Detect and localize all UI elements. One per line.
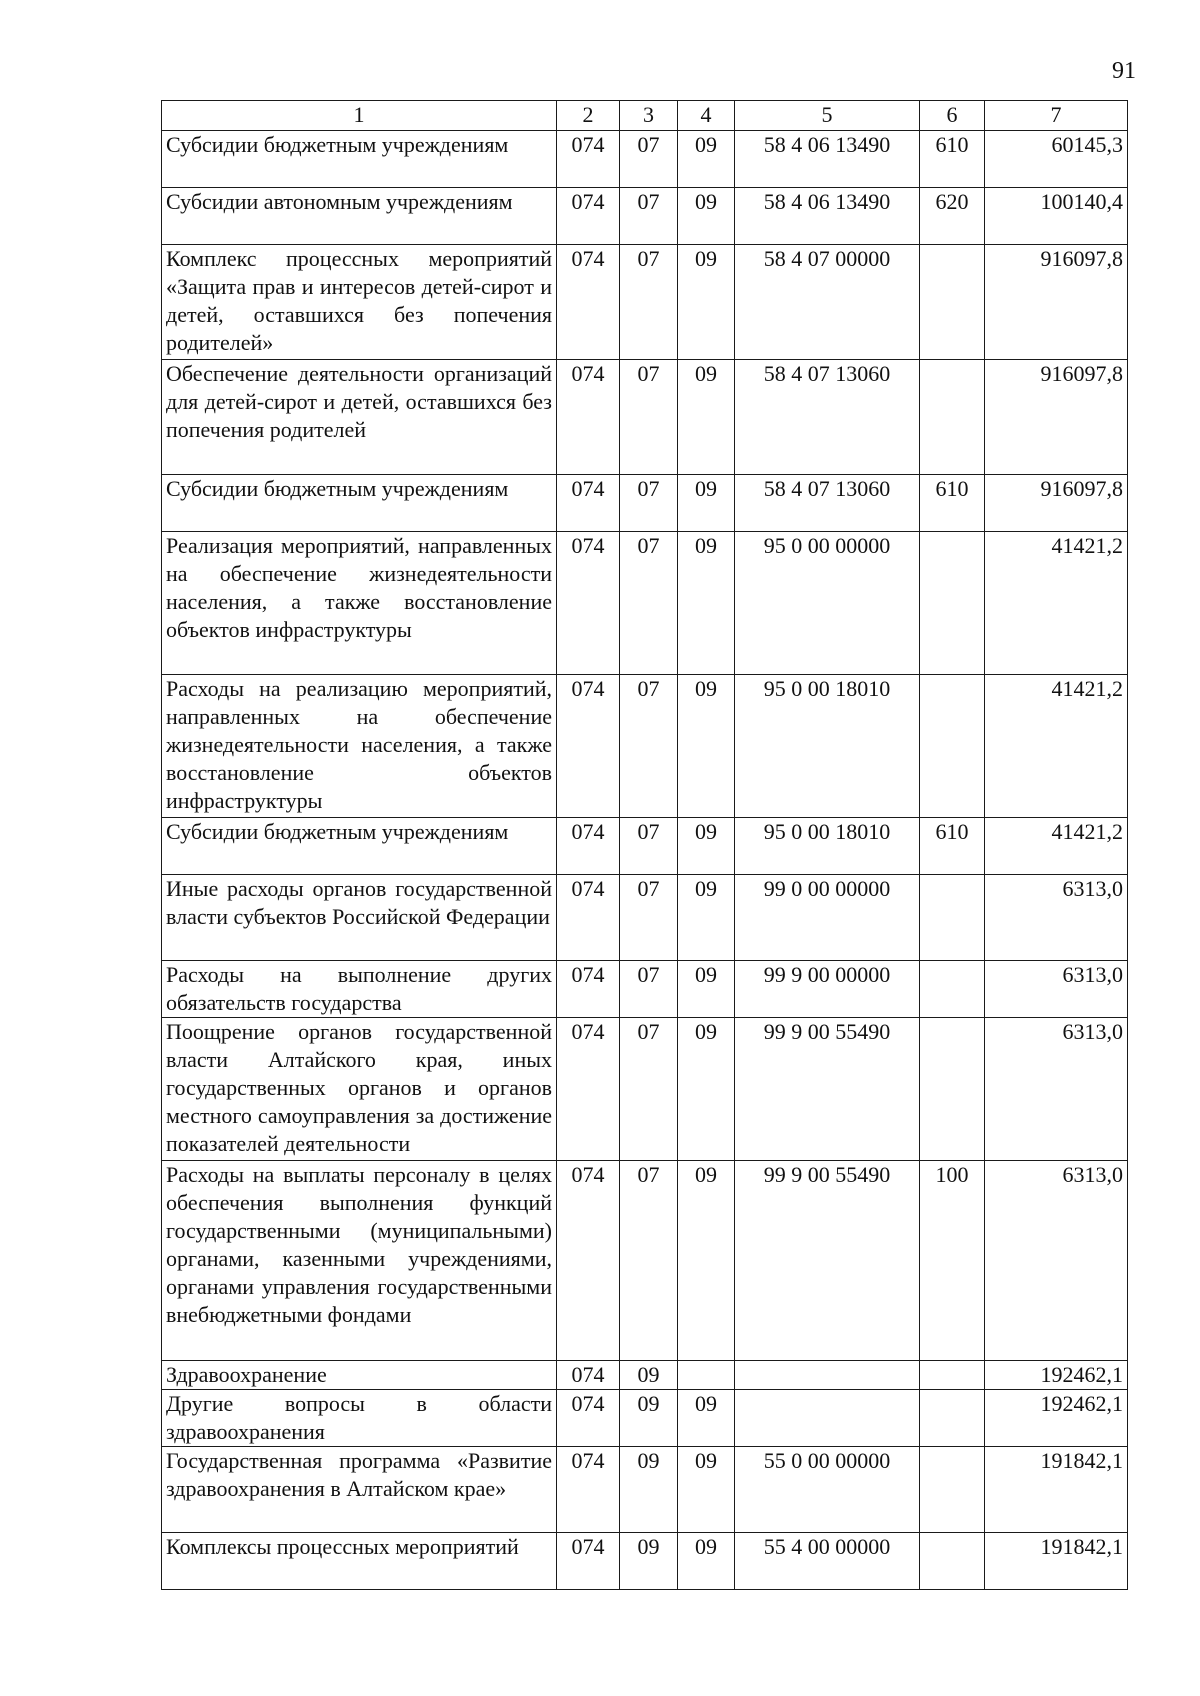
subsection-code: 09 (678, 675, 735, 818)
admin-code: 074 (557, 675, 620, 818)
table-row (162, 360, 1128, 475)
admin-code: 074 (557, 532, 620, 675)
target-code: 95 0 00 00000 (735, 532, 920, 675)
section-code: 09 (620, 1533, 678, 1590)
section-code: 07 (620, 475, 678, 532)
section-code: 07 (620, 1018, 678, 1161)
admin-code: 074 (557, 818, 620, 875)
admin-code: 074 (557, 475, 620, 532)
subsection-code: 09 (678, 961, 735, 1018)
section-code: 07 (620, 131, 678, 188)
section-code: 09 (620, 1447, 678, 1533)
expense-name: Здравоохранение (162, 1361, 557, 1390)
amount: 916097,8 (985, 360, 1128, 475)
admin-code: 074 (557, 1361, 620, 1390)
expense-name: Расходы на реализацию мероприятий, направленных на обеспечение жизнедеятельности населения, а также восстановление объектов инфраструктуры (162, 675, 557, 818)
subsection-code: 09 (678, 245, 735, 360)
table-row (162, 875, 1128, 961)
expense-type-code (920, 1390, 985, 1447)
column-header: 3 (620, 101, 678, 131)
column-header: 5 (735, 101, 920, 131)
expense-type-code (920, 875, 985, 961)
amount: 6313,0 (985, 1018, 1128, 1161)
table-row (162, 1390, 1128, 1447)
admin-code: 074 (557, 1533, 620, 1590)
expense-name: Другие вопросы в области здравоохранения (162, 1390, 557, 1447)
column-header: 1 (162, 101, 557, 131)
subsection-code: 09 (678, 1447, 735, 1533)
expense-type-code: 620 (920, 188, 985, 245)
subsection-code: 09 (678, 131, 735, 188)
amount: 41421,2 (985, 818, 1128, 875)
admin-code: 074 (557, 961, 620, 1018)
section-code: 07 (620, 875, 678, 961)
target-code: 99 9 00 55490 (735, 1161, 920, 1361)
expense-type-code (920, 532, 985, 675)
section-code: 07 (620, 1161, 678, 1361)
expense-name: Расходы на выплаты персоналу в целях обеспечения выполнения функций государственными (муниципальными) органами, казенными учреждениями, органами управления государственными внебюджетными фондами (162, 1161, 557, 1361)
expense-name: Субсидии автономным учреждениям (162, 188, 557, 245)
amount: 916097,8 (985, 245, 1128, 360)
expense-name: Расходы на выполнение других обязательств государства (162, 961, 557, 1018)
expense-type-code: 610 (920, 475, 985, 532)
expense-type-code (920, 675, 985, 818)
amount: 6313,0 (985, 875, 1128, 961)
subsection-code: 09 (678, 360, 735, 475)
table-row (162, 188, 1128, 245)
column-header: 7 (985, 101, 1128, 131)
admin-code: 074 (557, 245, 620, 360)
table-row (162, 1361, 1128, 1390)
expense-name: Субсидии бюджетным учреждениям (162, 131, 557, 188)
admin-code: 074 (557, 875, 620, 961)
expense-name: Реализация мероприятий, направленных на обеспечение жизнедеятельности населения, а также восстановление объектов инфраструктуры (162, 532, 557, 675)
admin-code: 074 (557, 131, 620, 188)
page-number: 91 (1112, 58, 1136, 84)
amount: 6313,0 (985, 1161, 1128, 1361)
expense-name: Государственная программа «Развитие здравоохранения в Алтайском крае» (162, 1447, 557, 1533)
expense-type-code (920, 1533, 985, 1590)
subsection-code (678, 1361, 735, 1390)
admin-code: 074 (557, 1161, 620, 1361)
section-code: 09 (620, 1390, 678, 1447)
target-code: 95 0 00 18010 (735, 675, 920, 818)
target-code: 58 4 06 13490 (735, 188, 920, 245)
target-code: 58 4 06 13490 (735, 131, 920, 188)
amount: 100140,4 (985, 188, 1128, 245)
expense-name: Иные расходы органов государственной власти субъектов Российской Федерации (162, 875, 557, 961)
target-code (735, 1390, 920, 1447)
subsection-code: 09 (678, 1390, 735, 1447)
subsection-code: 09 (678, 1533, 735, 1590)
expense-type-code: 610 (920, 131, 985, 188)
target-code: 95 0 00 18010 (735, 818, 920, 875)
table-row (162, 1447, 1128, 1533)
amount: 916097,8 (985, 475, 1128, 532)
amount: 41421,2 (985, 532, 1128, 675)
table-row (162, 475, 1128, 532)
admin-code: 074 (557, 1018, 620, 1161)
subsection-code: 09 (678, 818, 735, 875)
section-code: 07 (620, 818, 678, 875)
target-code: 99 9 00 55490 (735, 1018, 920, 1161)
section-code: 07 (620, 245, 678, 360)
target-code: 99 0 00 00000 (735, 875, 920, 961)
target-code: 58 4 07 00000 (735, 245, 920, 360)
expense-type-code (920, 1018, 985, 1161)
column-header: 4 (678, 101, 735, 131)
expense-type-code: 100 (920, 1161, 985, 1361)
section-code: 07 (620, 188, 678, 245)
header-row (162, 101, 1128, 131)
admin-code: 074 (557, 1447, 620, 1533)
amount: 191842,1 (985, 1533, 1128, 1590)
expense-name: Субсидии бюджетным учреждениям (162, 475, 557, 532)
subsection-code: 09 (678, 475, 735, 532)
amount: 192462,1 (985, 1390, 1128, 1447)
subsection-code: 09 (678, 532, 735, 675)
section-code: 07 (620, 961, 678, 1018)
expense-name: Поощрение органов государственной власти Алтайского края, иных государственных органов и органов местного самоуправления за достижение показателей деятельности (162, 1018, 557, 1161)
target-code: 99 9 00 00000 (735, 961, 920, 1018)
section-code: 07 (620, 360, 678, 475)
table-row (162, 961, 1128, 1018)
table-row (162, 1161, 1128, 1361)
target-code (735, 1361, 920, 1390)
subsection-code: 09 (678, 875, 735, 961)
target-code: 58 4 07 13060 (735, 360, 920, 475)
admin-code: 074 (557, 188, 620, 245)
target-code: 55 0 00 00000 (735, 1447, 920, 1533)
table-row (162, 245, 1128, 360)
amount: 60145,3 (985, 131, 1128, 188)
table-row (162, 818, 1128, 875)
table-row (162, 675, 1128, 818)
subsection-code: 09 (678, 1161, 735, 1361)
target-code: 58 4 07 13060 (735, 475, 920, 532)
section-code: 07 (620, 532, 678, 675)
expense-type-code (920, 360, 985, 475)
expense-type-code (920, 1447, 985, 1533)
amount: 192462,1 (985, 1361, 1128, 1390)
column-header: 2 (557, 101, 620, 131)
table-row (162, 1018, 1128, 1161)
expense-type-code (920, 961, 985, 1018)
expense-type-code (920, 1361, 985, 1390)
admin-code: 074 (557, 360, 620, 475)
budget-table (161, 100, 1128, 1590)
amount: 41421,2 (985, 675, 1128, 818)
admin-code: 074 (557, 1390, 620, 1447)
expense-name: Субсидии бюджетным учреждениям (162, 818, 557, 875)
expense-name: Комплекс процессных мероприятий «Защита прав и интересов детей-сирот и детей, оставшихся без попечения родителей» (162, 245, 557, 360)
table-row (162, 131, 1128, 188)
expense-type-code: 610 (920, 818, 985, 875)
amount: 6313,0 (985, 961, 1128, 1018)
expense-type-code (920, 245, 985, 360)
section-code: 07 (620, 675, 678, 818)
table-row (162, 1533, 1128, 1590)
amount: 191842,1 (985, 1447, 1128, 1533)
subsection-code: 09 (678, 1018, 735, 1161)
table-row (162, 532, 1128, 675)
section-code: 09 (620, 1361, 678, 1390)
subsection-code: 09 (678, 188, 735, 245)
target-code: 55 4 00 00000 (735, 1533, 920, 1590)
expense-name: Обеспечение деятельности организаций для детей-сирот и детей, оставшихся без попечения родителей (162, 360, 557, 475)
column-header: 6 (920, 101, 985, 131)
expense-name: Комплексы процессных мероприятий (162, 1533, 557, 1590)
